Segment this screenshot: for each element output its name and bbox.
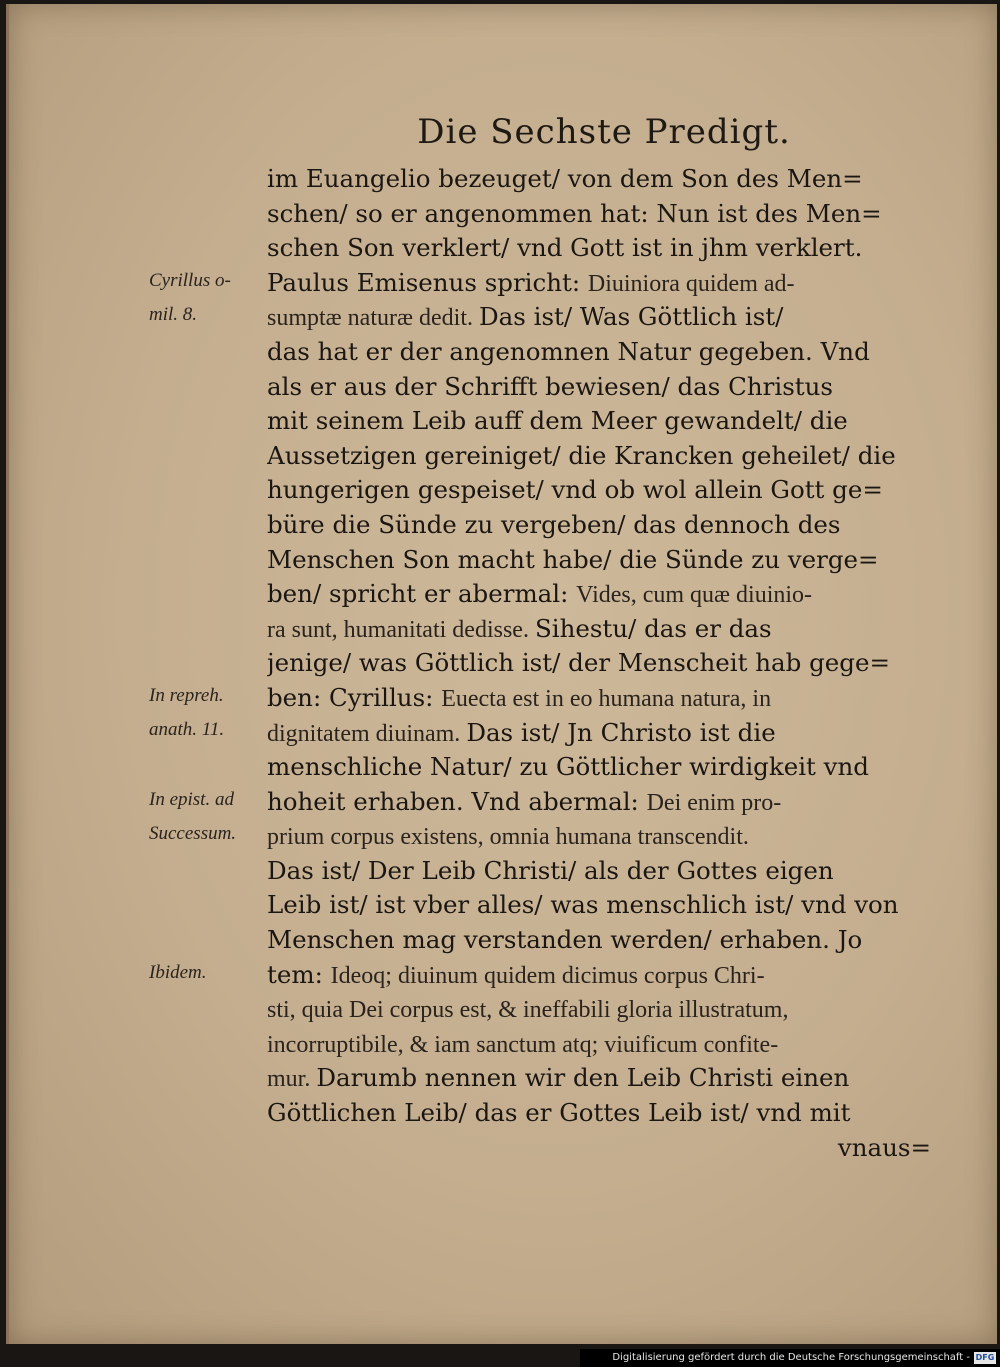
fraktur-text: büre die Sünde zu vergeben/ das dennoch des xyxy=(267,509,841,539)
text-line xyxy=(267,992,947,1027)
margin-note-line: Ibidem. xyxy=(149,961,207,983)
text-line xyxy=(267,716,947,751)
fraktur-text: Das ist/ Jn Christo ist die xyxy=(466,717,776,747)
fraktur-text: Sihestu/ das er das xyxy=(534,613,772,643)
fraktur-text: als er aus der Schrifft bewiesen/ das Christus xyxy=(267,371,833,401)
text-line xyxy=(267,1027,947,1062)
book-page xyxy=(6,4,997,1344)
margin-note xyxy=(149,264,259,332)
fraktur-text: schen Son verklert/ vnd Gott ist in jhm verklert. xyxy=(267,233,863,263)
footer-credit: Digitalisierung gefördert durch die Deutsche Forschungsgemeinschaft - xyxy=(580,1349,1000,1367)
fraktur-text: Aussetzigen gereiniget/ die Krancken geheilet/ die xyxy=(267,440,896,470)
fraktur-text: tem: xyxy=(267,959,331,989)
text-line xyxy=(267,473,947,508)
fraktur-text: mit seinem Leib auff dem Meer gewandelt/ die xyxy=(267,406,848,436)
text-line xyxy=(267,923,947,958)
text-line xyxy=(267,612,947,647)
text-line xyxy=(267,335,947,370)
latin-text: Dei enim pro- xyxy=(646,789,782,816)
dfg-logo-icon: DFG xyxy=(975,1353,995,1362)
fraktur-text: ben/ spricht er abermal: xyxy=(267,579,577,609)
text-line xyxy=(267,958,947,993)
latin-text: prium corpus existens, omnia humana transcendit. xyxy=(267,824,749,851)
latin-text: ra sunt, humanitati dedisse. xyxy=(267,616,535,643)
text-line xyxy=(267,439,947,474)
body-text xyxy=(267,162,947,1165)
latin-text: sumptæ naturæ dedit. xyxy=(267,305,479,332)
latin-text: incorruptibile, & iam sanctum atq; viuificum confite- xyxy=(267,1031,779,1058)
text-line xyxy=(267,543,947,578)
latin-text: Euecta est in eo humana natura, in xyxy=(441,685,772,712)
margin-note-line: anath. 11. xyxy=(149,719,225,740)
margin-note xyxy=(149,679,259,747)
text-line xyxy=(267,1061,947,1096)
margin-note-line: mil. 8. xyxy=(149,303,198,325)
latin-text: Diuiniora quidem ad- xyxy=(587,270,795,297)
fraktur-text: Das ist/ Was Göttlich ist/ xyxy=(479,302,784,332)
margin-note xyxy=(149,783,259,851)
fraktur-text: Göttlichen Leib/ das er Gottes Leib ist/ vnd mit xyxy=(267,1098,851,1128)
margin-note-line: In epist. ad xyxy=(149,788,234,810)
latin-text: Ideoq; diuinum quidem dicimus corpus Chri- xyxy=(330,962,765,989)
fraktur-text: schen/ so er angenommen hat: Nun ist des Men= xyxy=(267,198,882,228)
margin-note-line: Successum. xyxy=(149,822,237,844)
fraktur-text: vnaus= xyxy=(837,1132,931,1162)
text-line xyxy=(267,681,947,716)
text-line xyxy=(267,266,947,301)
fraktur-text: Menschen Son macht habe/ die Sünde zu verge= xyxy=(267,544,879,574)
fraktur-text: ben: Cyrillus: xyxy=(267,682,442,712)
fraktur-text: Darumb nennen wir den Leib Christi einen xyxy=(316,1063,850,1093)
margin-note xyxy=(149,956,259,990)
fraktur-text: Leib ist/ ist vber alles/ was menschlich ist/ vnd von xyxy=(267,890,899,920)
latin-text: sti, quia Dei corpus est, & ineffabili gloria illustratum, xyxy=(267,997,789,1024)
fraktur-text: jenige/ was Göttlich ist/ der Menscheit hab gege= xyxy=(267,648,890,678)
fraktur-text: Das ist/ Der Leib Christi/ als der Gottes eigen xyxy=(267,855,834,885)
text-line xyxy=(267,646,947,681)
text-line xyxy=(267,197,947,232)
fraktur-text: hungerigen gespeiset/ vnd ob wol allein Gott ge= xyxy=(267,475,883,505)
text-line xyxy=(267,888,947,923)
fraktur-text: Paulus Emisenus spricht: xyxy=(267,267,588,297)
margin-note-line: In repreh. xyxy=(149,685,224,706)
text-line xyxy=(267,750,947,785)
fraktur-text: im Euangelio bezeuget/ von dem Son des Men= xyxy=(267,164,863,193)
text-line xyxy=(267,370,947,405)
fraktur-text: das hat er der angenomnen Natur gegeben. Vnd xyxy=(267,336,870,366)
catchword xyxy=(267,1131,947,1166)
text-line xyxy=(267,300,947,335)
text-line xyxy=(267,404,947,439)
text-line xyxy=(267,819,947,854)
text-line xyxy=(267,785,947,820)
margin-note-line: Cyrillus o- xyxy=(149,269,231,291)
text-line xyxy=(267,1096,947,1131)
latin-text: dignitatem diuinam. xyxy=(267,720,467,747)
text-line xyxy=(267,854,947,889)
text-line xyxy=(267,508,947,543)
fraktur-text: menschliche Natur/ zu Göttlicher wirdigkeit vnd xyxy=(267,752,869,782)
latin-text: Vides, cum quæ diuinio- xyxy=(576,582,813,609)
fraktur-text: hoheit erhaben. Vnd abermal: xyxy=(267,786,647,816)
running-title: Die Sechste Predigt. xyxy=(417,112,791,152)
text-line xyxy=(267,231,947,266)
latin-text: mur. xyxy=(267,1066,317,1093)
text-line xyxy=(267,577,947,612)
fraktur-text: Menschen mag verstanden werden/ erhaben. Jo xyxy=(267,925,863,955)
text-line xyxy=(267,162,947,197)
